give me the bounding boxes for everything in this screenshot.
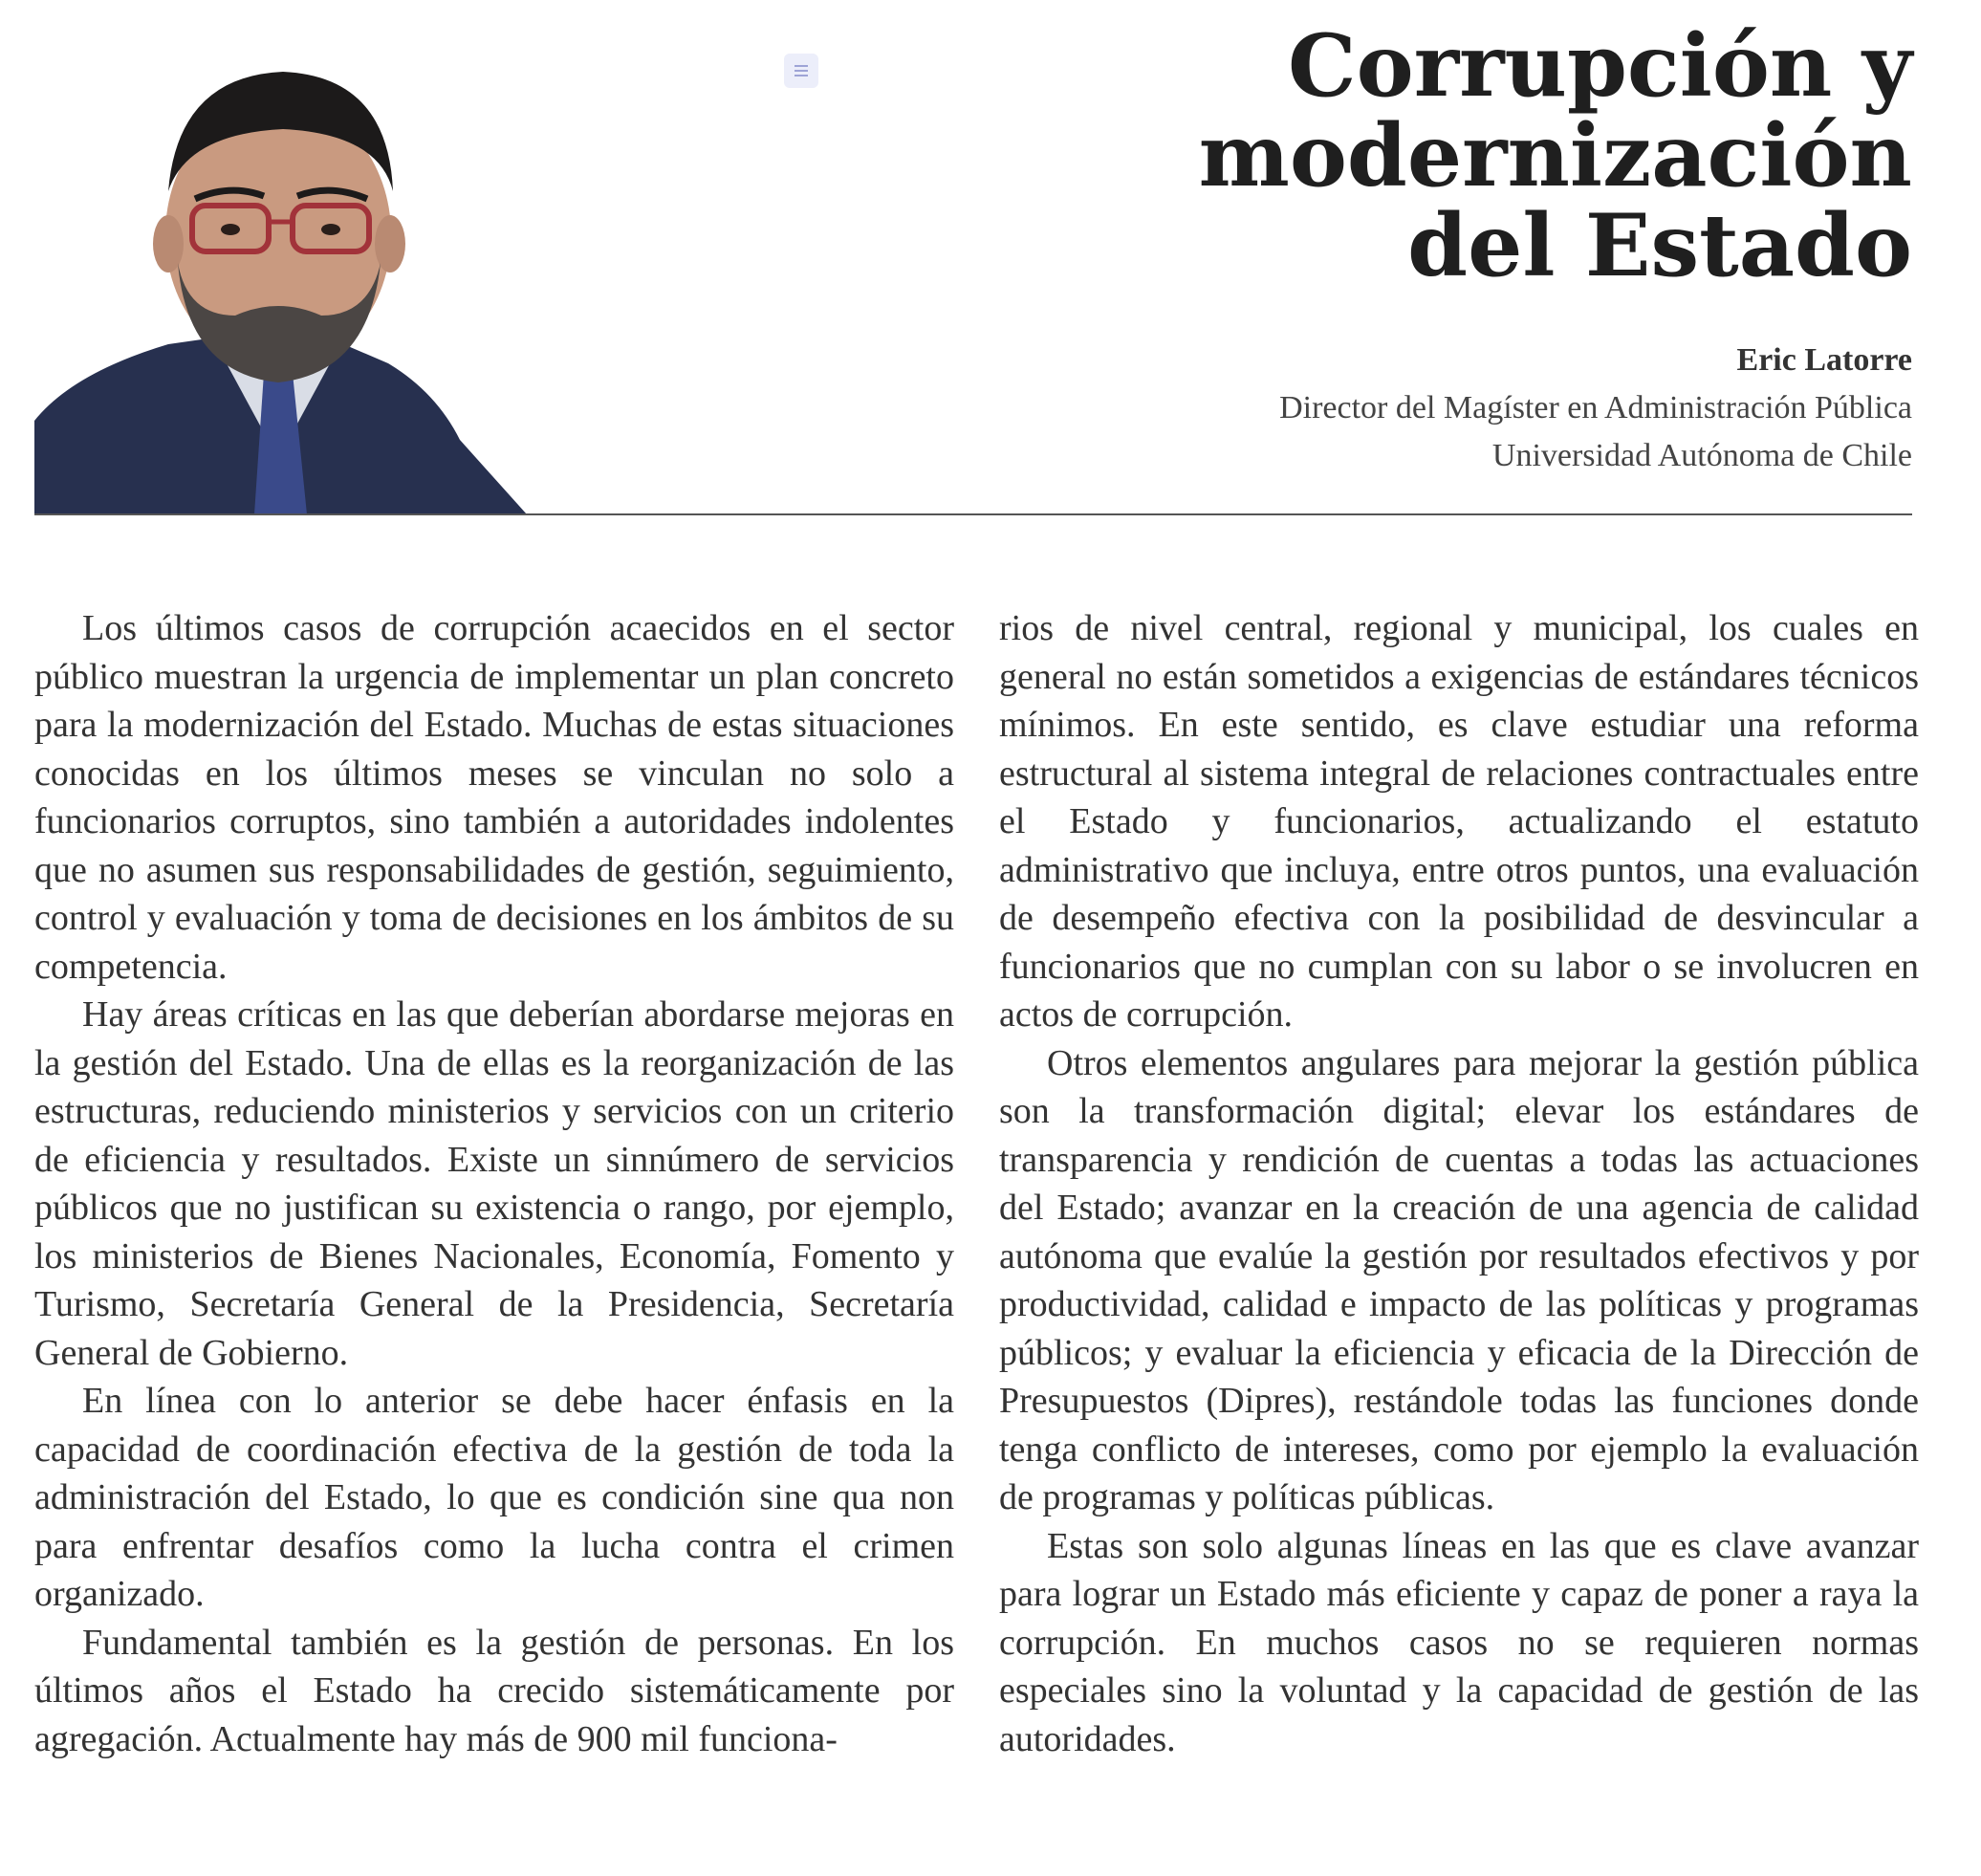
author-name: Eric Latorre [1736,342,1912,378]
byline [956,337,1912,480]
author-photo [34,57,527,514]
paragraph: En línea con lo anterior se debe hacer énfasis en la capacidad de coordinación efectiva de la gestión de toda la administración del Estado, lo que es condición sine qua non para enfrentar desafíos como la lucha contra el crimen organizado. [34,1381,954,1614]
paragraph: Fundamental también es la gestión de personas. En los últimos años el Estado ha crecido sistemáticamente por agregación. Actualmente hay más de 900 mil funciona- [34,1622,954,1759]
body-column-right [999,604,1919,1763]
article-title [784,15,1912,296]
body-column-left [34,604,954,1763]
header-divider [34,513,1912,515]
paragraph: Otros elementos angulares para mejorar la gestión pública son la transformación digital; elevar los estándares de transparencia y rendición de cuentas a todas las actuaciones del Estado; avanzar en la creación de una agencia de calidad autónoma que evalúe la gestión por resultados efectivos y por productividad, calidad e impacto de las políticas y programas públicos; y evaluar la eficiencia y eficacia de la Dirección de Presupuestos (Dipres), restándole todas las funciones donde tenga conflicto de intereses, como por ejemplo la evaluación de programas y políticas públicas. [999,1042,1919,1517]
title-line-2: del Estado [1407,195,1912,296]
author-role: Director del Magíster en Administración Pública [1279,390,1912,425]
paragraph: Los últimos casos de corrupción acaecidos en el sector público muestran la urgencia de implementar un plan concreto para la modernización del Estado. Muchas de estas situaciones conocidas en los últimos meses se vinculan no solo a funcionarios corruptos, sino también a autoridades indolentes que no asumen sus responsabilidades de gestión, seguimiento, control y evaluación y toma de decisiones en los ámbitos de su competencia. [34,608,954,987]
author-institution: Universidad Autónoma de Chile [1491,438,1912,473]
paragraph: rios de nivel central, regional y municipal, los cuales en general no están sometidos a exigencias de estándares técnicos mínimos. En este sentido, es clave estudiar una reforma estructural al sistema integral de relaciones contractuales entre el Estado y funcionarios, actualizando el estatuto administrativo que incluya, entre otros puntos, una evaluación de desempeño efectiva con la posibilidad de desvincular a funcionarios que no cumplan con su labor o se involucren en actos de corrupción. [999,608,1919,1035]
paragraph: Hay áreas críticas en las que deberían abordarse mejoras en la gestión del Estado. Una de ellas es la reorganización de las estructuras, reduciendo ministerios y servicios con un criterio de eficiencia y resultados. Existe un sinnúmero de servicios públicos que no justifican su existencia o rango, por ejemplo, los ministerios de Bienes Nacionales, Economía, Fomento y Turismo, Secretaría General de la Presidencia, Secretaría General de Gobierno. [34,994,954,1373]
paragraph: Estas son solo algunas líneas en las que es clave avanzar para lograr un Estado más eficiente y capaz de poner a raya la corrupción. En muchos casos no se requieren normas especiales sino la voluntad y la capacidad de gestión de las autoridades. [999,1525,1919,1759]
title-line-1: Corrupción y modernización [1198,15,1912,207]
